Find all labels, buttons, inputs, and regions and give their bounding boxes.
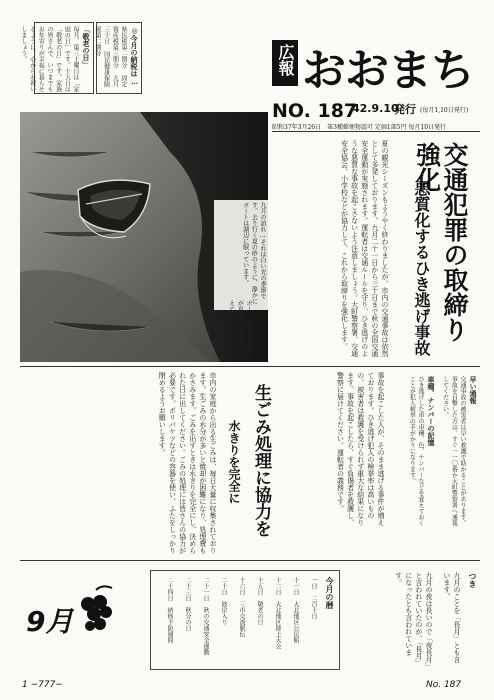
report-body: 交通事故の被害者は早い救護で助かることがあります。事故を目撃した方は、すぐ一一〇番か大町警察署へ通報してください。 (441, 376, 466, 526)
issue-number: NO. 187 (272, 100, 358, 122)
tax-notice-body: 県民税第二期分 固定資産税第三期分 九月三十日 国民健康保険税第二期分 (93, 26, 127, 87)
right-column-block (390, 372, 480, 532)
garbage-subheadline: 水きりを完全に (227, 420, 241, 504)
mid-article-body: 事故を起こした人が、そのまま逃げる事件が増えております。ひき逃げ犯人の検挙率は高いものの、被害者は救護を受けられず重大な結果になります。事故を起こしたら、すぐ負傷者を救護し、警察に届けてください。運転者の義務です。 (336, 372, 385, 526)
month-column-label: つき (468, 572, 478, 588)
bottom-rule (20, 560, 480, 561)
calendar-heading: 今月の暦 (325, 577, 335, 609)
masthead-badge: 広報 (272, 40, 298, 86)
tax-notice-title: ◎今月の納税は… (130, 26, 139, 86)
calendar-entry: 十六日 三市交流駅伝 (238, 577, 245, 637)
garbage-headline: 生ごみ処理に協力を (251, 384, 271, 537)
calendar-entry: 二十三日 秋分の日 (184, 577, 191, 631)
issue-date: 42.9.10 (352, 102, 399, 115)
registration-text: 昭和37年3月26日 第3種郵便物認可 (272, 124, 373, 131)
registration-line (272, 122, 482, 131)
price-text: 定価1部5円 (374, 124, 407, 131)
calendar-entry: 二十四日 結核予防週間 (166, 577, 173, 643)
price-note: (毎月1,10日発行) (420, 107, 469, 114)
holiday-body: 毎月、第三土曜日は「家庭の日」です。十五日は「敬老の日」です。家族の皆さんで、いつまでもお年寄りが幸福に暮らせるように、心からお祝いしましょう。 (19, 26, 79, 92)
month-art-label: 9月 (26, 605, 74, 638)
month-column (346, 570, 480, 670)
photo-side-note: 九月の訪れ…それは白い光の季節です。去り行く夏の砂のように、静かにボートは湖辺に眠っています。 (214, 200, 268, 310)
month-column-body: 九月の夜は長いので「夜長月」と言われていたのが、「長月」になったとも言われています。 (394, 572, 433, 667)
plate-body: ひき逃げした車の車種、色、ナンバーなどを覚えておくことが犯人検挙の手がかりになります。 (408, 376, 424, 526)
calendar-entry: 二十日 彼岸入り (220, 577, 227, 625)
photo-caption-title: （木崎湖畔にて） (217, 316, 224, 364)
issue-word: 発行 (394, 103, 416, 116)
mid-rule (20, 366, 480, 367)
calendar-entry: 十五日 敬老の日 (256, 577, 263, 625)
plate-heading: 車種、ナンバーの記憶 (427, 376, 436, 446)
calendar-entry: 二十一日 秋の交通安全運動 (202, 577, 209, 655)
calendar-box (150, 570, 340, 670)
calendar-entry: 十二日 大北地区陸上大会 (274, 577, 281, 649)
masthead-title: おおまち (302, 45, 474, 96)
garbage-body: 市内の家庭から出る生ごみは、毎日大量に収集されております。生ごみの水分が多いと焼却が困難になり、処理費もかさみます。ごみを出すときは水きりを完全にし、決められた日に出してください。ごみの処理には皆さんの協力が必要です。ポリバケツなどの容器を使い、ふたをしっかり閉めるようお願いします。 (158, 372, 217, 554)
footer-page-number: 1 −777− (22, 680, 63, 690)
header-rule (272, 131, 480, 132)
calendar-entry: 十一日 大北地区公民館 (292, 577, 299, 643)
lead-headline-block (394, 138, 480, 358)
lead-body: 夏の観光シーズンもようやく終わりましたが、市内の交通事故は依然として多発しております。九月二十一日から三十日まで秋の全国交通安全運動が実施されます。運転者は交通ルールを守り、ひき逃げのような悪質な事故を起こさないよう注意しましょう。大町警察署、交通安全協会、小学校などが協力して、これから取締りを強化します。 (340, 140, 389, 357)
footer-issue-number: No. 187 (426, 680, 462, 690)
photo-caption-body: ボートに寄せる波だけが夏の日の名残りを伝えています。 (227, 300, 252, 360)
schedule-text: 毎月10日発行 (408, 124, 447, 131)
lead-headline: 交通犯罪の取締り強化 (412, 142, 469, 342)
month-art (20, 582, 120, 652)
report-heading: 早い通報 (469, 376, 478, 404)
holiday-box (19, 22, 94, 94)
month-column-title: 九月のことを「長月」とも言います。 (442, 572, 461, 663)
lead-subheadline: 悪質化するひき逃げ事故 (412, 180, 431, 356)
calendar-entry: 一日 二百十日 (310, 577, 317, 619)
holiday-title: 「敬老の日」 (82, 26, 91, 68)
tax-notice-box (93, 22, 142, 94)
